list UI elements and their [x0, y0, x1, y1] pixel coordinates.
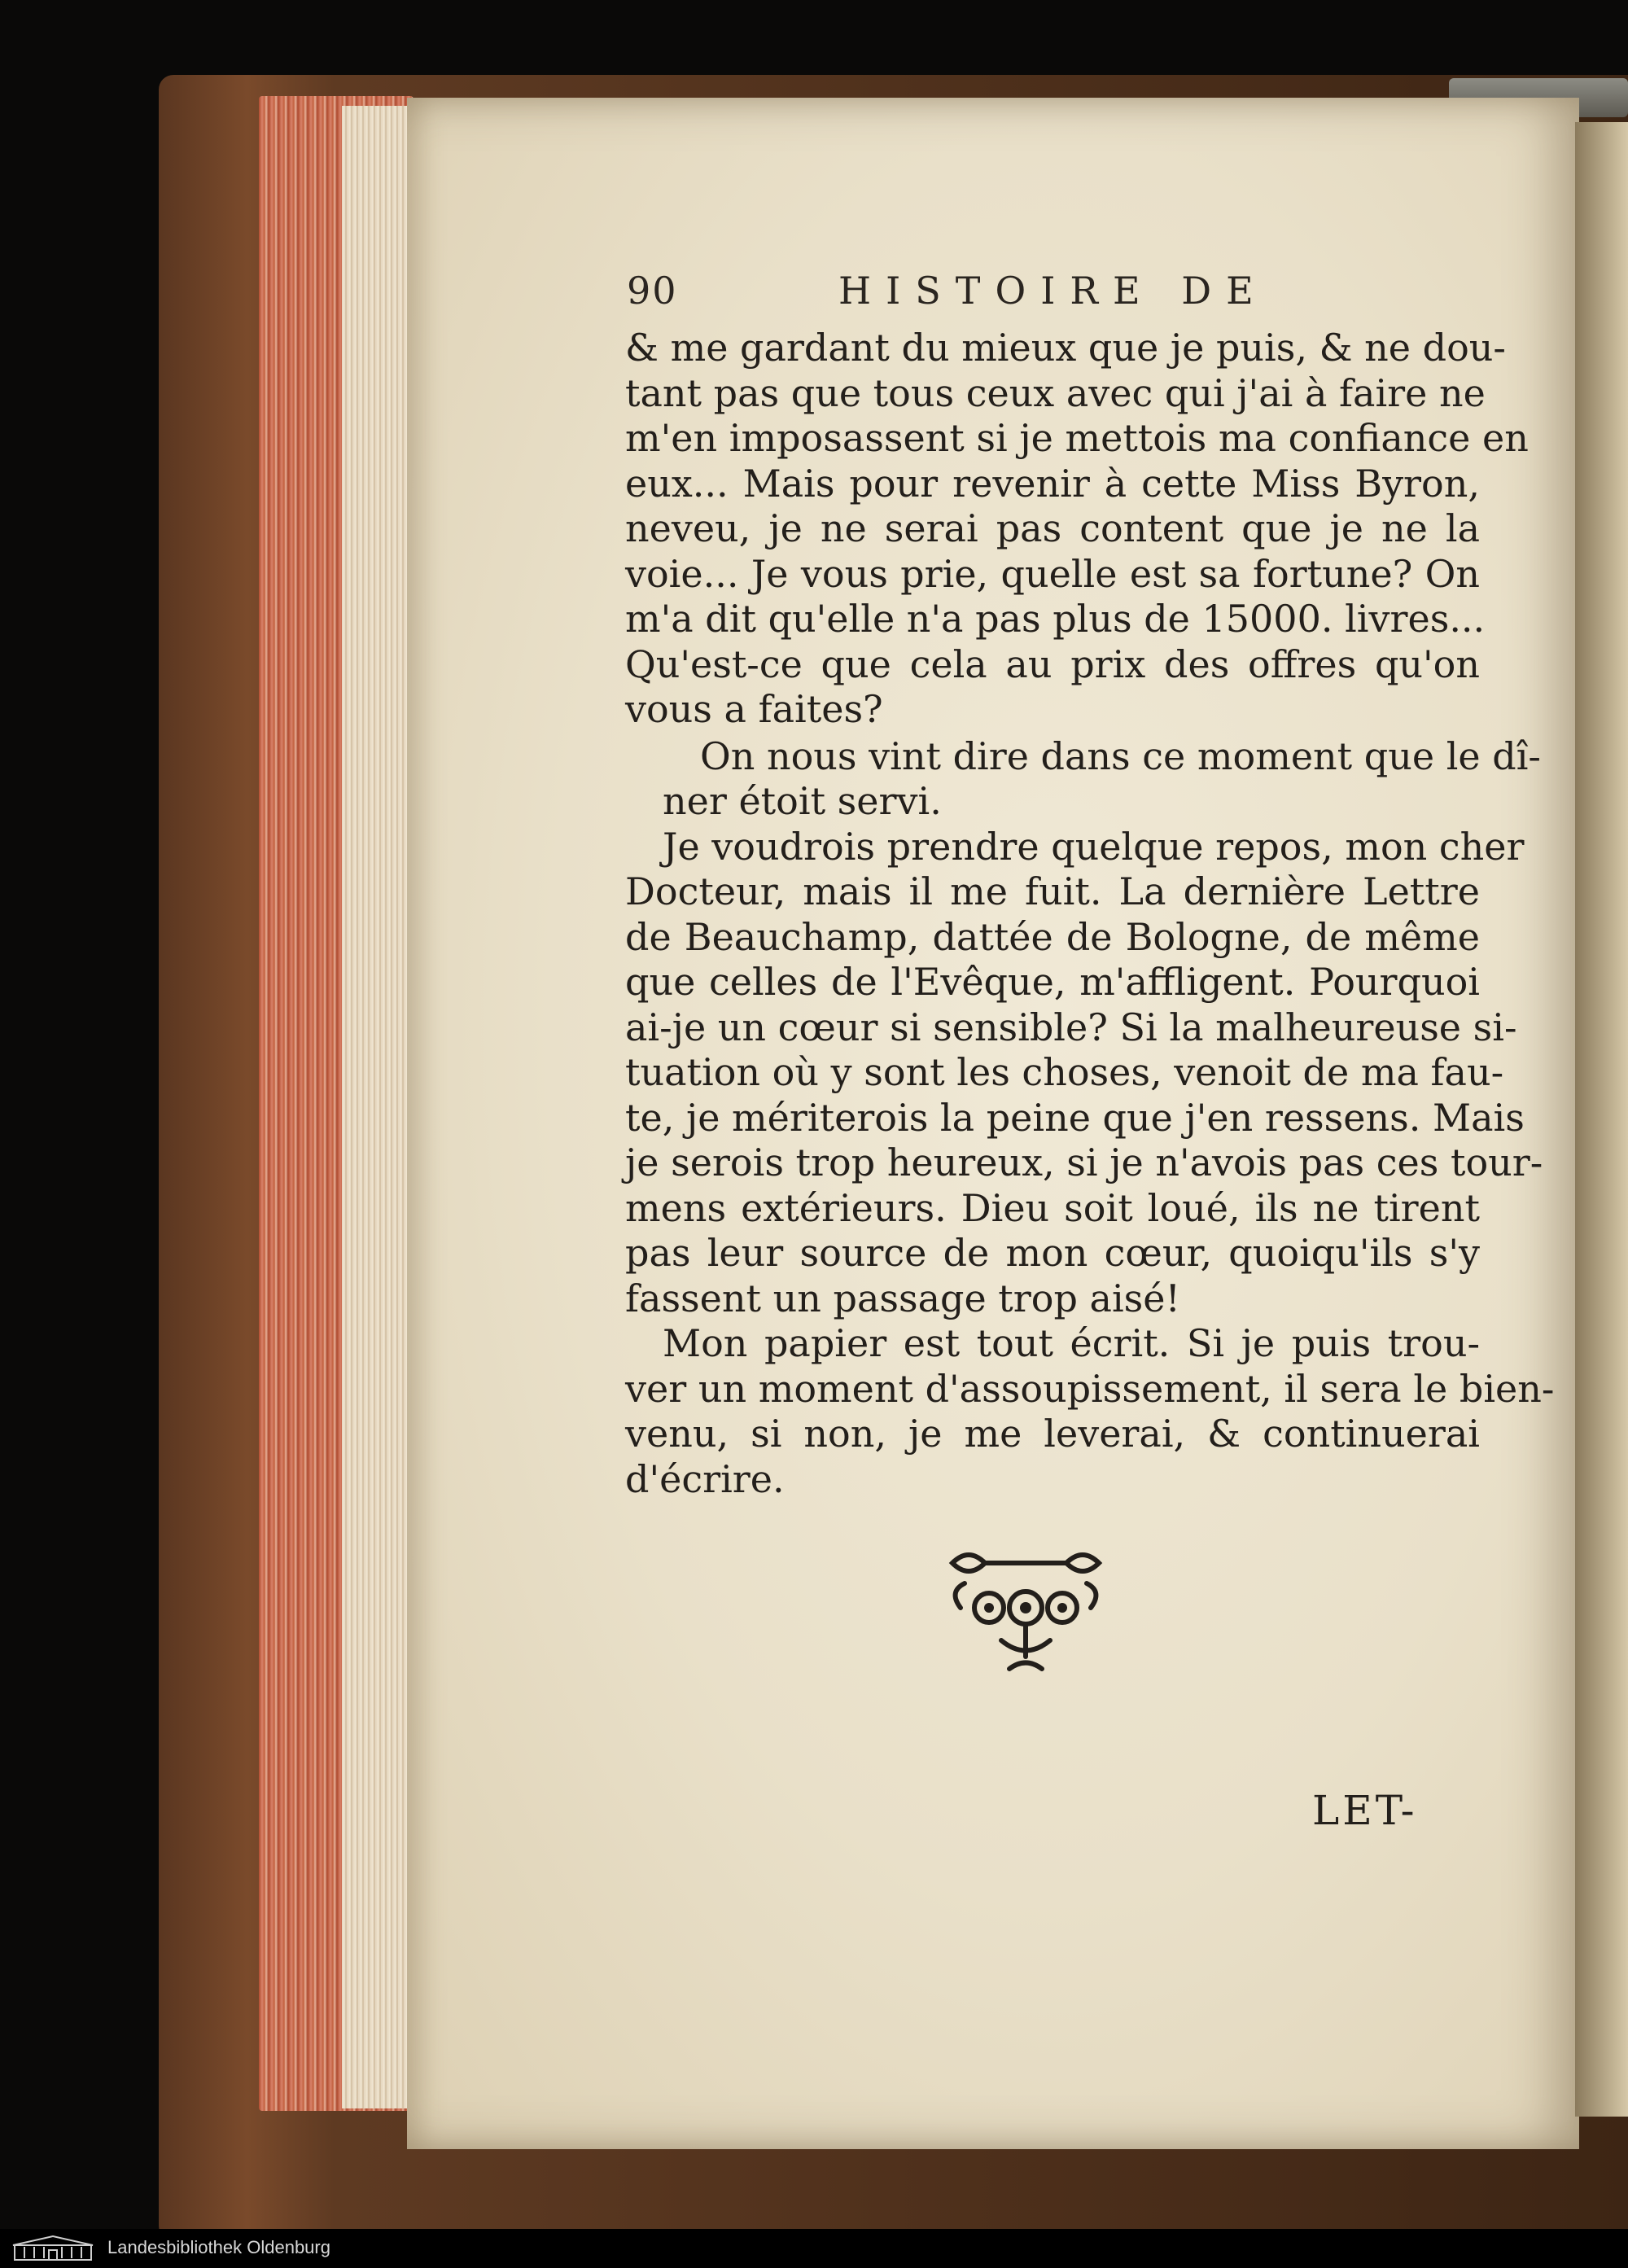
paragraph-1 [625, 326, 1529, 733]
paragraph-4 [625, 1321, 1555, 1502]
catchword: LET- [1312, 1787, 1418, 1834]
text-line: neveu, je ne serai pas content que je ne la [625, 506, 1480, 550]
text-line: On nous vint dire dans ce moment que le dî- [700, 733, 1541, 778]
paragraph-2 [625, 733, 1541, 825]
text-line: pas leur source de mon cœur, quoiqu'ils s'y [625, 1231, 1480, 1275]
text-line: d'écrire. [625, 1456, 785, 1501]
text-line: vous a faites? [625, 687, 883, 731]
text-line: te, je mériterois la peine que j'en ressens. Mais [625, 1095, 1525, 1140]
text-line: de Beauchamp, dattée de Bologne, de même [625, 914, 1480, 959]
facing-page-edge [1575, 122, 1628, 2117]
page-number: 90 [627, 269, 678, 313]
text-line: ver un moment d'assoupissement, il sera le bien- [625, 1366, 1555, 1411]
text-line: m'a dit qu'elle n'a pas plus de 15000. livres... [625, 597, 1486, 641]
text-line: tant pas que tous ceux avec qui j'ai à faire ne [625, 370, 1486, 415]
text-line: Qu'est-ce que cela au prix des offres qu'on [625, 641, 1480, 686]
printers-ornament-icon [936, 1539, 1115, 1677]
text-line: & me gardant du mieux que je puis, & ne dou- [625, 326, 1506, 370]
text-line: ner étoit servi. [663, 779, 942, 823]
text-line: que celles de l'Evêque, m'affligent. Pourquoi [625, 960, 1480, 1004]
text-line: Mon papier est tout écrit. Si je puis trou- [663, 1321, 1480, 1365]
running-title: HISTOIRE DE [838, 269, 1268, 313]
paragraph-3 [625, 824, 1543, 1322]
library-name: Landesbibliothek Oldenburg [107, 2237, 330, 2257]
page-header [627, 269, 1490, 326]
text-line: venu, si non, je me leverai, & continuerai [625, 1412, 1480, 1456]
library-building-icon [10, 2234, 96, 2263]
text-line: Je voudrois prendre quelque repos, mon cher [663, 824, 1525, 869]
text-line: eux... Mais pour revenir à cette Miss Byron, [625, 461, 1480, 506]
text-line: fassent un passage trop aisé! [625, 1276, 1180, 1320]
text-line: tuation où y sont les choses, venoit de ma fau- [625, 1050, 1504, 1094]
text-line: Docteur, mais il me fuit. La dernière Lettre [625, 869, 1480, 913]
text-line: m'en imposassent si je mettois ma confiance en [625, 416, 1529, 460]
footer-bar [0, 2229, 1628, 2268]
page-stack [342, 106, 415, 2108]
text-line: voie... Je vous prie, quelle est sa fortune? On [625, 551, 1480, 596]
text-line: je serois trop heureux, si je n'avois pas ces tour- [625, 1141, 1543, 1184]
text-block [625, 326, 1555, 1502]
text-line: ai-je un cœur si sensible? Si la malheureuse si- [625, 1005, 1517, 1049]
text-line: mens extérieurs. Dieu soit loué, ils ne tirent [625, 1185, 1480, 1230]
